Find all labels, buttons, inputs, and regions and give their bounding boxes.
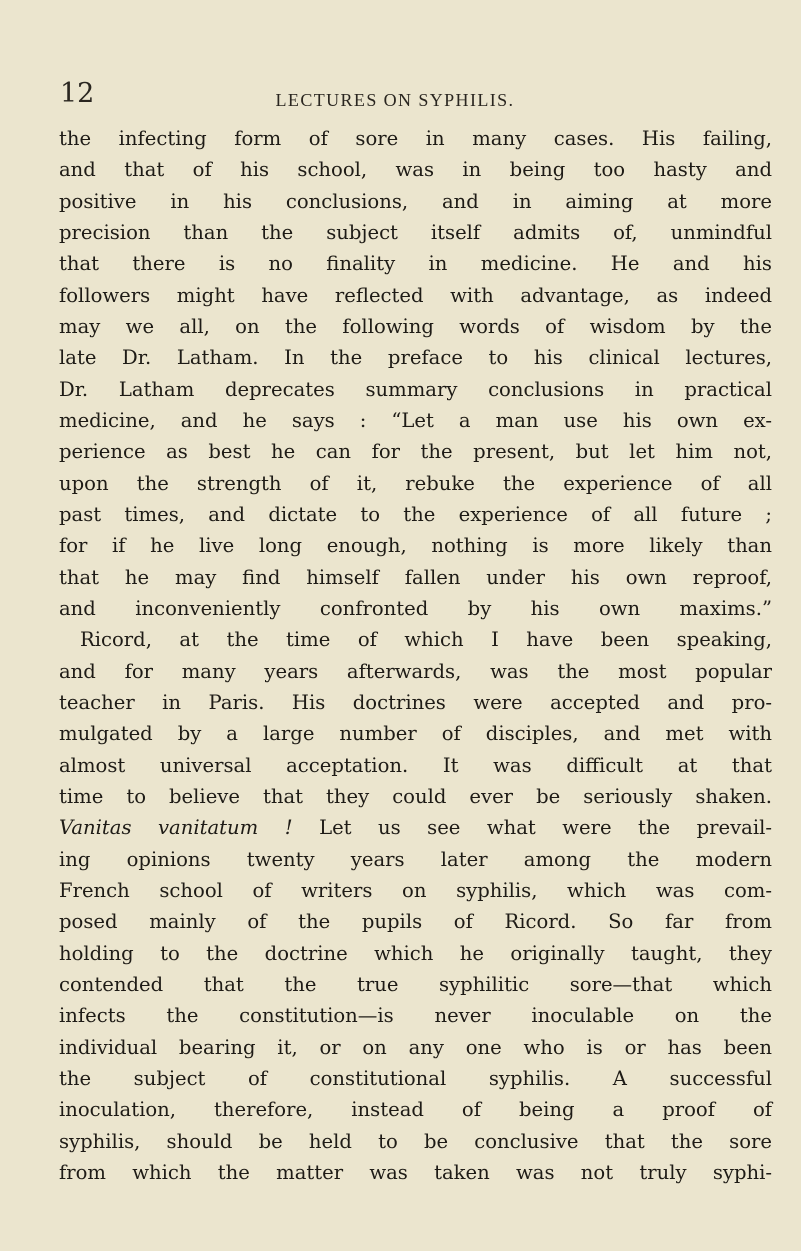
text-line: may we all, on the following words of wisdom by the: [59, 314, 772, 338]
text-line: teacher in Paris. His doctrines were accepted and pro-: [59, 690, 772, 714]
text-line: contended that the true syphilitic sore—that which: [59, 972, 772, 996]
text-line: the infecting form of sore in many cases. His failing,: [59, 127, 772, 150]
body-text: [59, 123, 772, 1188]
text-line: precision than the subject itself admits of, unmindful: [59, 220, 772, 244]
text-line: medicine, and he says : “Let a man use his own ex-: [59, 408, 772, 432]
text-line: upon the strength of it, rebuke the experience of all: [59, 471, 772, 495]
text-line: individual bearing it, or on any one who is or has been: [59, 1035, 772, 1059]
text-line: and inconveniently confronted by his own maxims.”: [59, 596, 772, 620]
text-line-rest: Let us see what were the prevail-: [319, 816, 773, 840]
text-line: perience as best he can for the present, but let him not,: [59, 440, 772, 464]
text-line: posed mainly of the pupils of Ricord. So far from: [59, 910, 772, 934]
text-line: Ricord, at the time of which I have been speaking,: [80, 628, 772, 652]
running-head: LECTURES ON SYPHILIS.: [275, 90, 515, 110]
text-line: for if he live long enough, nothing is more likely than: [59, 534, 772, 558]
text-line: inoculation, therefore, instead of being a proof of: [59, 1098, 772, 1122]
text-line: almost universal acceptation. It was difficult at that: [59, 753, 772, 777]
text-line: Dr. Latham deprecates summary conclusions in practical: [59, 377, 772, 401]
text-line: late Dr. Latham. In the preface to his clinical lectures,: [59, 346, 772, 370]
text-line: infects the constitution—is never inoculable on the: [59, 1004, 772, 1028]
text-line: time to believe that they could ever be seriously shaken.: [59, 784, 772, 808]
text-line: French school of writers on syphilis, which was com-: [59, 878, 772, 902]
text-line: holding to the doctrine which he originally taught, they: [59, 941, 772, 965]
italic-phrase: Vanitas vanitatum !: [59, 816, 293, 840]
text-line: positive in his conclusions, and in aiming at more: [59, 189, 772, 213]
text-line: the subject of constitutional syphilis. A successful: [59, 1066, 772, 1090]
text-line-mixed: [59, 812, 772, 843]
text-line: from which the matter was taken was not truly syphi-: [59, 1160, 772, 1184]
text-line: mulgated by a large number of disciples, and met with: [59, 722, 772, 746]
page-number: 12: [60, 78, 95, 109]
text-line: followers might have reflected with advantage, as indeed: [59, 283, 772, 307]
text-line: that there is no finality in medicine. He and his: [59, 252, 772, 276]
text-line: that he may find himself fallen under his own reproof,: [59, 565, 772, 589]
text-line: syphilis, should be held to be conclusive that the sore: [59, 1129, 772, 1153]
text-line: past times, and dictate to the experience of all future ;: [59, 502, 772, 526]
text-line: ing opinions twenty years later among the modern: [59, 847, 772, 871]
text-line: and for many years afterwards, was the most popular: [59, 659, 772, 683]
text-line: and that of his school, was in being too hasty and: [59, 158, 772, 182]
